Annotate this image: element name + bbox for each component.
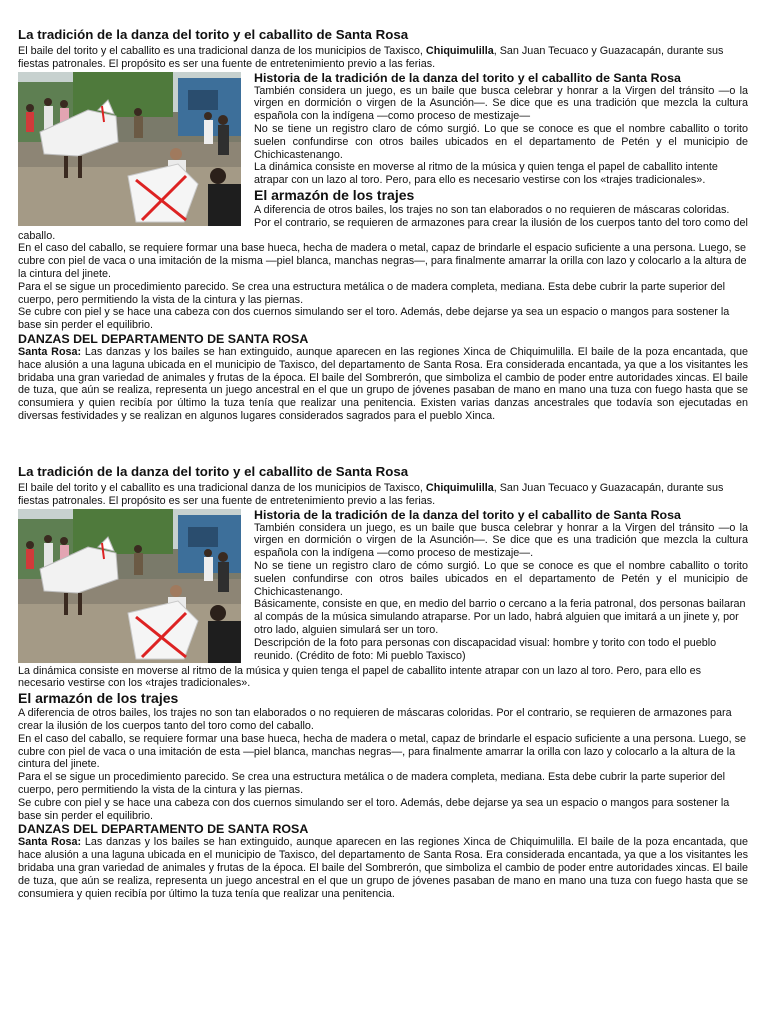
history-paragraph: También considera un juego, es un baile que busca celebrar y honrar a la Virgen del tránsito —o la virgen en dormición o virgen de la Asunción—. Se dice que es una tradición que mezcla la cultura española con la indígena —como proceso de mestizaje—. (254, 521, 748, 560)
dynamics-paragraph: La dinámica consiste en moverse al ritmo de la música y quien tenga el papel de caballito intente atrapar con un lazo al toro. Pero, para ello es necesario vestirse con los «trajes tradicionales». (18, 664, 701, 690)
danzas-bold-label: Santa Rosa: (18, 345, 82, 358)
danzas-text: Las danzas y los bailes se han extinguido, aunque aparecen en las regiones Xinca de Chiquimulilla. El baile de la poza encantada, que hace alusión a una laguna ubicada en el municipio de Taxisco, del departamento de Santa Rosa. Era considerada encantada, ya que a los visitantes les bridaba una gran variedad de animales y frutas de la época. El baile del Sombrerón, que simboliza el cambio de poder entre autoridades xincas. El baile de tuza, que aún se realiza, representa un juego ancestral en el que un grupo de jóvenes pasaban de mano en mano una tuza con fuego hasta que se consumiera y quien recibía por último la tuza tenía que realizar una penitencia. (18, 836, 748, 900)
article-section-2 (18, 464, 748, 900)
dance-photo (18, 509, 241, 663)
intro-text-end: , San Juan Tecuaco y Guazacapán, durante sus fiestas patronales. El propósito es ser una fuente de entretenimiento previo a las ferias. (18, 482, 724, 507)
armazon-paragraph: Para el se sigue un procedimiento parecido. Se crea una estructura metálica o de madera completa, mediana. Esta debe cubrir la parte superior del cuerpo, pero permitiendo la vista de la cintura y las piernas. (18, 771, 725, 796)
history-paragraph: No se tiene un registro claro de cómo surgió. Lo que se conoce es que el nombre caballito o torito suelen confundirse con otros bailes ubicados en el departamento de Petén y el municipio de Chichicastenango. (254, 122, 748, 161)
armazon-paragraph: A diferencia de otros bailes, los trajes no son tan elaborados o no requieren de máscaras coloridas. Por el contrario, se requieren de armazones para crear la ilusión de los cuerpos tanto del toro como del caballo. (18, 707, 732, 732)
danzas-paragraph (18, 836, 748, 900)
article-section-1 (18, 27, 748, 423)
article-title: La tradición de la danza del torito y el caballito de Santa Rosa (18, 27, 409, 42)
armazon-paragraph: En el caso del caballo, se requiere formar una base hueca, hecha de madera o metal, capaz de brindarle el espacio suficiente a una persona. Luego, se cubre con piel de vaca o una imitación de la misma —piel blanca, manchas negras—, para finalmente amarrar la orilla con lazo y colocarlo a la altura de la cintura del jinete. (18, 242, 747, 280)
history-paragraph: No se tiene un registro claro de cómo surgió. Lo que se conoce es que el nombre caballito o torito suelen confundirse con otros bailes ubicados en el departamento de Petén y el municipio de Chichicastenango. (254, 559, 748, 598)
danzas-heading: DANZAS DEL DEPARTAMENTO DE SANTA ROSA (18, 822, 309, 837)
history-paragraph: Básicamente, consiste en que, en medio del barrio o cercano a la feria patronal, dos personas bailaran al compás de la música simulando atraparse. Por un lado, habrá alguien que imitará a un jinete y, por otro lado, alguien simulará ser un toro. (254, 598, 746, 636)
history-paragraph: La dinámica consiste en moverse al ritmo de la música y quien tenga el papel de caballito intente atrapar con un lazo al toro. Pero, para ello es necesario vestirse con los «trajes tradicionales». (254, 161, 718, 187)
intro-bold-town: Chiquimulilla (425, 482, 494, 494)
intro-paragraph (18, 45, 748, 71)
intro-text: El baile del torito y el caballito es una tradicional danza de los municipios de Taxisco, (18, 482, 426, 494)
danzas-text: Las danzas y los bailes se han extinguido, aunque aparecen en las regiones Xinca de Chiquimulilla. El baile de la poza encantada, que hace alusión a una laguna ubicada en el municipio de Taxisco, del departamento de Santa Rosa. Era considerada encantada, ya que a los visitantes les bridaba una gran variedad de animales y frutas de la época. El baile del Sombrerón, que simboliza el cambio de poder entre autoridades xincas. El baile de tuza, que aún se realiza, representa un juego ancestral en el que un grupo de jóvenes pasaban de mano en mano una tuza con fuego hasta que se consumiera y quien recibía por último la tuza tenía que realizar una penitencia. Existen varias danzas ancestrales que todavía son ejecutadas en diversas festividades y se realizan en algunos lugares considerados sagrados para el pueblo Xinca. (18, 345, 748, 422)
history-heading: Historia de la tradición de la danza del torito y el caballito de Santa Rosa (254, 70, 681, 85)
dance-photo (18, 72, 241, 226)
intro-text: El baile del torito y el caballito es una tradicional danza de los municipios de Taxisco, (18, 45, 426, 57)
article-title: La tradición de la danza del torito y el caballito de Santa Rosa (18, 464, 409, 479)
danzas-heading: DANZAS DEL DEPARTAMENTO DE SANTA ROSA (18, 331, 309, 346)
intro-paragraph (18, 482, 748, 508)
armazon-paragraph: Para el se sigue un procedimiento parecido. Se crea una estructura metálica o de madera completa, mediana. Esta debe cubrir la parte superior del cuerpo, pero permitiendo la vista de la cintura y las piernas. (18, 280, 725, 306)
history-heading: Historia de la tradición de la danza del torito y el caballito de Santa Rosa (254, 507, 681, 522)
armazon-paragraph: En el caso del caballo, se requiere formar una base hueca, hecha de madera o metal, capaz de brindarle el espacio suficiente a una persona. Luego, se cubre con piel de vaca o una imitación de esta —piel blanca, manchas negras—, para finalmente amarrar la orilla con lazo y colocarlo a la altura de la cintura del jinete. (18, 732, 747, 771)
intro-text-end: , San Juan Tecuaco y Guazacapán, durante sus fiestas patronales. El propósito es ser una fuente de entretenimiento previo a las ferias. (18, 45, 724, 70)
armazon-paragraph: Se cubre con piel y se hace una cabeza con dos cuernos simulando ser el toro. Además, debe dejarse ya sea un espacio o mangos para sostener la base sin perder el equilibrio. (18, 306, 730, 332)
armazon-paragraph: Se cubre con piel y se hace una cabeza con dos cuernos simulando ser el toro. Además, debe dejarse ya sea un espacio o mangos para sostener la base sin perder el equilibrio. (18, 796, 730, 822)
danzas-paragraph (18, 346, 748, 423)
danzas-bold-label: Santa Rosa: (18, 836, 82, 849)
armazon-heading: El armazón de los trajes (254, 186, 415, 203)
history-paragraph: También considera un juego, es un baile que busca celebrar y honrar a la Virgen del tránsito —o la virgen en dormición o virgen de la Asunción—. Se dice que es una tradición que mezcla la cultura española con la indígena —como proceso de mestizaje— (254, 84, 748, 123)
photo-caption: Descripción de la foto para personas con discapacidad visual: hombre y torito con todo el pueblo reunido. (Crédito de foto: Mi pueblo Taxisco) (254, 636, 717, 662)
armazon-paragraph: A diferencia de otros bailes, los trajes no son tan elaborados o no requieren de máscaras coloridas. Por el contrario, se requieren de armazones para crear la ilusión de los cuerpos tanto del toro como del caballo. (18, 203, 748, 242)
intro-bold-town: Chiquimulilla (425, 45, 494, 57)
armazon-heading: El armazón de los trajes (18, 690, 179, 707)
